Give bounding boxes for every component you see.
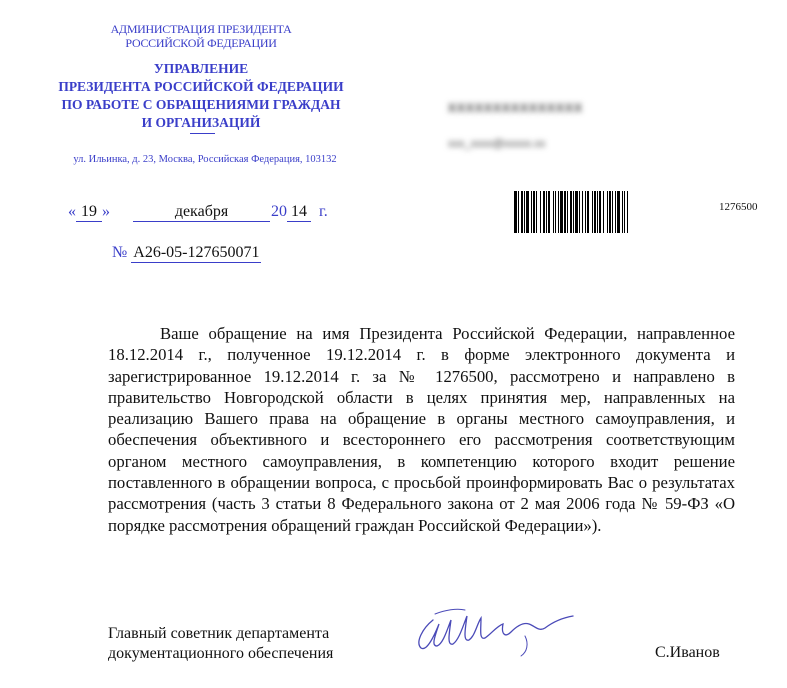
- dept-name-line3: ПО РАБОТЕ С ОБРАЩЕНИЯМИ ГРАЖДАН: [61, 97, 341, 112]
- signatory-name: С.Иванов: [655, 644, 720, 661]
- date-year-wrap: [271, 203, 328, 222]
- dept-name-line1: УПРАВЛЕНИЕ: [153, 61, 249, 76]
- org-name-line2: РОССИЙСКОЙ ФЕДЕРАЦИИ: [125, 36, 277, 50]
- signatory-title-line2: документационного обеспечения: [108, 645, 334, 662]
- letterhead-divider: [190, 133, 215, 134]
- org-name-line1: АДМИНИСТРАЦИЯ ПРЕЗИДЕНТА: [110, 22, 292, 36]
- barcode-number: 1276500: [719, 201, 758, 213]
- recipient-name-redacted: XXXXXXXXXXXXXXX: [448, 101, 584, 115]
- signatory-title: [108, 624, 333, 664]
- date-open-quote: «: [68, 203, 76, 220]
- barcode: [514, 191, 711, 233]
- signatory-title-line1: Главный советник департамента: [108, 625, 330, 642]
- dept-name-line2: ПРЕЗИДЕНТА РОССИЙСКОЙ ФЕДЕРАЦИИ: [58, 79, 344, 94]
- date-month-wrap: [133, 203, 270, 222]
- recipient-email-redacted: xxx_xxxx@xxxxx.xx: [448, 138, 546, 150]
- date-month: декабря: [133, 203, 270, 222]
- date-day: 19: [76, 203, 102, 222]
- date-year-prefix: 20: [271, 203, 287, 220]
- letterhead-address: ул. Ильинка, д. 23, Москва, Российская Федерация, 103132: [73, 154, 337, 165]
- dept-name-line4: И ОРГАНИЗАЦИЙ: [141, 115, 261, 130]
- date-year-abbr: г.: [319, 203, 328, 220]
- reference-number-value: А26-05-127650071: [133, 244, 260, 261]
- letter-date: [68, 203, 110, 222]
- number-sign: №: [112, 244, 128, 261]
- date-year-suffix: 14: [287, 203, 311, 222]
- reference-number: [112, 244, 261, 263]
- letter-body: Ваше обращение на имя Президента Российской Федерации, направленное 18.12.2014 г., полученное 19.12.2014 г. в форме электронного документа и зарегистрированное 19.12.2014 г. за № 1276500, рассмотрено и направлено в правительство Новгородской области в целях принятия мер, направленных на реализацию Вашего права на обращение в органы местного самоуправления, и обеспечения объективного и всестороннего его рассмотрения соответствующим органом местного самоуправления, в компетенцию которого входит решение поставленного в обращении вопроса, с просьбой проинформировать Вас о результатах рассмотрения (часть 3 статьи 8 Федерального закона от 2 мая 2006 года № 59-ФЗ «О порядке рассмотрения обращений граждан Российской Федерации»).: [108, 324, 735, 535]
- date-close-quote: »: [102, 203, 110, 220]
- handwritten-signature: [405, 590, 575, 662]
